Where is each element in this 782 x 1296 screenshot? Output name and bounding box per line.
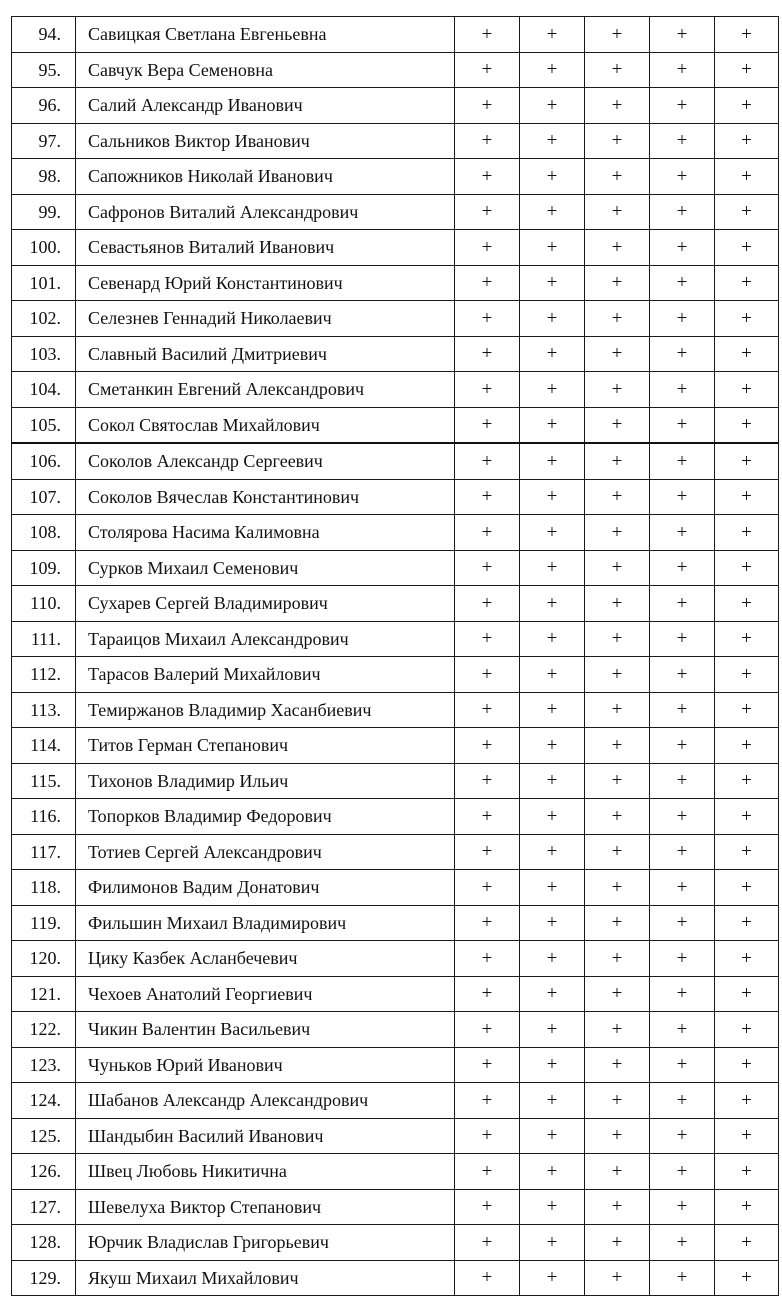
row-number: 118. (12, 870, 76, 906)
mark-cell: + (520, 515, 585, 551)
mark-cell: + (650, 1225, 715, 1261)
mark-cell: + (715, 301, 779, 337)
mark-cell: + (455, 550, 520, 586)
person-name: Шабанов Александр Александрович (76, 1083, 455, 1119)
mark-cell: + (455, 230, 520, 266)
mark-cell: + (650, 1154, 715, 1190)
mark-cell: + (715, 728, 779, 764)
row-number: 127. (12, 1189, 76, 1225)
mark-cell: + (585, 763, 650, 799)
mark-cell: + (715, 657, 779, 693)
mark-cell: + (650, 123, 715, 159)
mark-cell: + (520, 443, 585, 479)
table-row (12, 834, 779, 870)
row-number: 105. (12, 407, 76, 443)
mark-cell: + (585, 1189, 650, 1225)
table-row (12, 301, 779, 337)
mark-cell: + (455, 799, 520, 835)
mark-cell: + (585, 905, 650, 941)
mark-cell: + (650, 905, 715, 941)
table-row (12, 1012, 779, 1048)
mark-cell: + (455, 905, 520, 941)
mark-cell: + (650, 550, 715, 586)
member-table-body (12, 17, 779, 1296)
mark-cell: + (585, 941, 650, 977)
mark-cell: + (585, 88, 650, 124)
mark-cell: + (455, 407, 520, 443)
mark-cell: + (455, 692, 520, 728)
table-row (12, 194, 779, 230)
mark-cell: + (650, 1189, 715, 1225)
mark-cell: + (650, 728, 715, 764)
person-name: Севенард Юрий Константинович (76, 265, 455, 301)
mark-cell: + (715, 1189, 779, 1225)
row-number: 101. (12, 265, 76, 301)
row-number: 119. (12, 905, 76, 941)
row-number: 95. (12, 52, 76, 88)
person-name: Савчук Вера Семеновна (76, 52, 455, 88)
mark-cell: + (650, 657, 715, 693)
mark-cell: + (585, 479, 650, 515)
row-number: 109. (12, 550, 76, 586)
mark-cell: + (715, 1118, 779, 1154)
mark-cell: + (650, 1118, 715, 1154)
row-number: 104. (12, 372, 76, 408)
table-row (12, 1260, 779, 1296)
table-row (12, 123, 779, 159)
mark-cell: + (520, 870, 585, 906)
mark-cell: + (520, 88, 585, 124)
mark-cell: + (585, 336, 650, 372)
mark-cell: + (585, 1083, 650, 1119)
mark-cell: + (455, 728, 520, 764)
mark-cell: + (650, 941, 715, 977)
mark-cell: + (715, 372, 779, 408)
mark-cell: + (455, 159, 520, 195)
table-row (12, 799, 779, 835)
person-name: Сапожников Николай Иванович (76, 159, 455, 195)
person-name: Топорков Владимир Федорович (76, 799, 455, 835)
person-name: Фильшин Михаил Владимирович (76, 905, 455, 941)
mark-cell: + (455, 194, 520, 230)
mark-cell: + (585, 1225, 650, 1261)
mark-cell: + (650, 407, 715, 443)
mark-cell: + (520, 123, 585, 159)
person-name: Филимонов Вадим Донатович (76, 870, 455, 906)
table-row (12, 230, 779, 266)
mark-cell: + (585, 728, 650, 764)
table-row (12, 479, 779, 515)
table-row (12, 1154, 779, 1190)
mark-cell: + (650, 443, 715, 479)
person-name: Титов Герман Степанович (76, 728, 455, 764)
mark-cell: + (585, 194, 650, 230)
mark-cell: + (650, 870, 715, 906)
mark-cell: + (715, 1083, 779, 1119)
mark-cell: + (520, 1189, 585, 1225)
person-name: Селезнев Геннадий Николаевич (76, 301, 455, 337)
person-name: Чикин Валентин Васильевич (76, 1012, 455, 1048)
mark-cell: + (520, 265, 585, 301)
mark-cell: + (715, 799, 779, 835)
mark-cell: + (715, 159, 779, 195)
person-name: Тараицов Михаил Александрович (76, 621, 455, 657)
mark-cell: + (715, 1154, 779, 1190)
row-number: 107. (12, 479, 76, 515)
person-name: Тарасов Валерий Михайлович (76, 657, 455, 693)
mark-cell: + (715, 550, 779, 586)
mark-cell: + (520, 1260, 585, 1296)
table-row (12, 1225, 779, 1261)
table-row (12, 1118, 779, 1154)
mark-cell: + (455, 1225, 520, 1261)
mark-cell: + (455, 870, 520, 906)
mark-cell: + (650, 301, 715, 337)
mark-cell: + (650, 1260, 715, 1296)
row-number: 128. (12, 1225, 76, 1261)
member-table (11, 16, 779, 1296)
row-number: 125. (12, 1118, 76, 1154)
mark-cell: + (585, 586, 650, 622)
mark-cell: + (455, 1083, 520, 1119)
row-number: 129. (12, 1260, 76, 1296)
mark-cell: + (715, 586, 779, 622)
table-row (12, 407, 779, 443)
mark-cell: + (650, 479, 715, 515)
mark-cell: + (650, 763, 715, 799)
mark-cell: + (455, 834, 520, 870)
mark-cell: + (455, 1260, 520, 1296)
mark-cell: + (455, 586, 520, 622)
row-number: 113. (12, 692, 76, 728)
mark-cell: + (585, 657, 650, 693)
person-name: Салий Александр Иванович (76, 88, 455, 124)
mark-cell: + (520, 194, 585, 230)
mark-cell: + (455, 1012, 520, 1048)
table-row (12, 88, 779, 124)
mark-cell: + (520, 941, 585, 977)
table-row (12, 657, 779, 693)
mark-cell: + (455, 265, 520, 301)
mark-cell: + (520, 1012, 585, 1048)
mark-cell: + (715, 1047, 779, 1083)
person-name: Соколов Александр Сергеевич (76, 443, 455, 479)
person-name: Юрчик Владислав Григорьевич (76, 1225, 455, 1261)
row-number: 117. (12, 834, 76, 870)
table-row (12, 1083, 779, 1119)
mark-cell: + (455, 52, 520, 88)
row-number: 96. (12, 88, 76, 124)
mark-cell: + (650, 88, 715, 124)
table-row (12, 976, 779, 1012)
mark-cell: + (585, 550, 650, 586)
mark-cell: + (455, 301, 520, 337)
row-number: 123. (12, 1047, 76, 1083)
mark-cell: + (520, 763, 585, 799)
table-row (12, 443, 779, 479)
row-number: 102. (12, 301, 76, 337)
person-name: Славный Василий Дмитриевич (76, 336, 455, 372)
mark-cell: + (715, 52, 779, 88)
mark-cell: + (585, 621, 650, 657)
person-name: Чехоев Анатолий Георгиевич (76, 976, 455, 1012)
mark-cell: + (715, 336, 779, 372)
mark-cell: + (650, 265, 715, 301)
mark-cell: + (520, 976, 585, 1012)
mark-cell: + (650, 1047, 715, 1083)
mark-cell: + (455, 1189, 520, 1225)
mark-cell: + (585, 52, 650, 88)
table-row (12, 515, 779, 551)
mark-cell: + (715, 265, 779, 301)
person-name: Сальников Виктор Иванович (76, 123, 455, 159)
mark-cell: + (650, 159, 715, 195)
mark-cell: + (585, 230, 650, 266)
mark-cell: + (585, 17, 650, 53)
row-number: 126. (12, 1154, 76, 1190)
table-row (12, 159, 779, 195)
mark-cell: + (715, 905, 779, 941)
mark-cell: + (455, 88, 520, 124)
mark-cell: + (585, 1260, 650, 1296)
mark-cell: + (520, 52, 585, 88)
mark-cell: + (650, 336, 715, 372)
person-name: Сурков Михаил Семенович (76, 550, 455, 586)
row-number: 106. (12, 443, 76, 479)
mark-cell: + (715, 870, 779, 906)
mark-cell: + (520, 407, 585, 443)
mark-cell: + (715, 621, 779, 657)
mark-cell: + (650, 17, 715, 53)
mark-cell: + (650, 692, 715, 728)
person-name: Сокол Святослав Михайлович (76, 407, 455, 443)
mark-cell: + (585, 1154, 650, 1190)
row-number: 121. (12, 976, 76, 1012)
mark-cell: + (585, 799, 650, 835)
table-row (12, 763, 779, 799)
table-row (12, 941, 779, 977)
mark-cell: + (585, 301, 650, 337)
mark-cell: + (585, 515, 650, 551)
mark-cell: + (455, 976, 520, 1012)
mark-cell: + (585, 123, 650, 159)
mark-cell: + (715, 1225, 779, 1261)
mark-cell: + (520, 905, 585, 941)
person-name: Тотиев Сергей Александрович (76, 834, 455, 870)
table-row (12, 586, 779, 622)
row-number: 98. (12, 159, 76, 195)
table-row (12, 336, 779, 372)
mark-cell: + (520, 336, 585, 372)
mark-cell: + (520, 479, 585, 515)
mark-cell: + (455, 621, 520, 657)
mark-cell: + (520, 550, 585, 586)
person-name: Швец Любовь Никитична (76, 1154, 455, 1190)
person-name: Севастьянов Виталий Иванович (76, 230, 455, 266)
mark-cell: + (455, 657, 520, 693)
person-name: Соколов Вячеслав Константинович (76, 479, 455, 515)
mark-cell: + (650, 1012, 715, 1048)
mark-cell: + (520, 230, 585, 266)
mark-cell: + (715, 763, 779, 799)
mark-cell: + (520, 1118, 585, 1154)
mark-cell: + (455, 336, 520, 372)
mark-cell: + (585, 1012, 650, 1048)
mark-cell: + (585, 870, 650, 906)
mark-cell: + (650, 52, 715, 88)
row-number: 114. (12, 728, 76, 764)
table-row (12, 1047, 779, 1083)
mark-cell: + (585, 976, 650, 1012)
person-name: Шевелуха Виктор Степанович (76, 1189, 455, 1225)
row-number: 103. (12, 336, 76, 372)
mark-cell: + (520, 1047, 585, 1083)
person-name: Савицкая Светлана Евгеньевна (76, 17, 455, 53)
mark-cell: + (520, 657, 585, 693)
mark-cell: + (520, 1083, 585, 1119)
person-name: Чуньков Юрий Иванович (76, 1047, 455, 1083)
mark-cell: + (520, 799, 585, 835)
row-number: 100. (12, 230, 76, 266)
mark-cell: + (715, 692, 779, 728)
row-number: 122. (12, 1012, 76, 1048)
mark-cell: + (585, 159, 650, 195)
table-row (12, 870, 779, 906)
row-number: 108. (12, 515, 76, 551)
mark-cell: + (520, 159, 585, 195)
mark-cell: + (455, 443, 520, 479)
person-name: Темиржанов Владимир Хасанбиевич (76, 692, 455, 728)
mark-cell: + (520, 301, 585, 337)
mark-cell: + (650, 799, 715, 835)
person-name: Шандыбин Василий Иванович (76, 1118, 455, 1154)
mark-cell: + (650, 586, 715, 622)
mark-cell: + (585, 1118, 650, 1154)
mark-cell: + (455, 1118, 520, 1154)
row-number: 111. (12, 621, 76, 657)
table-row (12, 692, 779, 728)
mark-cell: + (520, 1154, 585, 1190)
mark-cell: + (715, 407, 779, 443)
table-row (12, 728, 779, 764)
person-name: Столярова Насима Калимовна (76, 515, 455, 551)
mark-cell: + (520, 17, 585, 53)
table-row (12, 905, 779, 941)
mark-cell: + (715, 230, 779, 266)
mark-cell: + (455, 515, 520, 551)
mark-cell: + (520, 692, 585, 728)
mark-cell: + (650, 976, 715, 1012)
row-number: 97. (12, 123, 76, 159)
person-name: Сметанкин Евгений Александрович (76, 372, 455, 408)
mark-cell: + (585, 443, 650, 479)
table-row (12, 17, 779, 53)
row-number: 120. (12, 941, 76, 977)
mark-cell: + (520, 1225, 585, 1261)
mark-cell: + (715, 834, 779, 870)
mark-cell: + (455, 372, 520, 408)
table-row (12, 52, 779, 88)
mark-cell: + (455, 941, 520, 977)
mark-cell: + (650, 621, 715, 657)
mark-cell: + (650, 372, 715, 408)
row-number: 99. (12, 194, 76, 230)
mark-cell: + (585, 407, 650, 443)
mark-cell: + (715, 17, 779, 53)
mark-cell: + (715, 479, 779, 515)
person-name: Якуш Михаил Михайлович (76, 1260, 455, 1296)
mark-cell: + (650, 230, 715, 266)
mark-cell: + (715, 1260, 779, 1296)
mark-cell: + (455, 123, 520, 159)
mark-cell: + (715, 88, 779, 124)
mark-cell: + (520, 621, 585, 657)
mark-cell: + (715, 976, 779, 1012)
person-name: Сухарев Сергей Владимирович (76, 586, 455, 622)
person-name: Цику Казбек Асланбечевич (76, 941, 455, 977)
mark-cell: + (520, 728, 585, 764)
table-row (12, 1189, 779, 1225)
mark-cell: + (715, 515, 779, 551)
mark-cell: + (585, 834, 650, 870)
mark-cell: + (585, 265, 650, 301)
row-number: 124. (12, 1083, 76, 1119)
mark-cell: + (585, 692, 650, 728)
row-number: 116. (12, 799, 76, 835)
mark-cell: + (455, 1154, 520, 1190)
table-row (12, 621, 779, 657)
table-row (12, 265, 779, 301)
table-row (12, 550, 779, 586)
mark-cell: + (715, 194, 779, 230)
mark-cell: + (715, 123, 779, 159)
mark-cell: + (455, 1047, 520, 1083)
mark-cell: + (520, 834, 585, 870)
mark-cell: + (520, 586, 585, 622)
row-number: 94. (12, 17, 76, 53)
person-name: Сафронов Виталий Александрович (76, 194, 455, 230)
table-row (12, 372, 779, 408)
mark-cell: + (715, 941, 779, 977)
mark-cell: + (650, 1083, 715, 1119)
row-number: 112. (12, 657, 76, 693)
mark-cell: + (715, 1012, 779, 1048)
person-name: Тихонов Владимир Ильич (76, 763, 455, 799)
mark-cell: + (455, 17, 520, 53)
mark-cell: + (650, 515, 715, 551)
mark-cell: + (715, 443, 779, 479)
mark-cell: + (650, 194, 715, 230)
mark-cell: + (520, 372, 585, 408)
mark-cell: + (585, 372, 650, 408)
mark-cell: + (585, 1047, 650, 1083)
row-number: 115. (12, 763, 76, 799)
mark-cell: + (455, 479, 520, 515)
mark-cell: + (455, 763, 520, 799)
row-number: 110. (12, 586, 76, 622)
mark-cell: + (650, 834, 715, 870)
